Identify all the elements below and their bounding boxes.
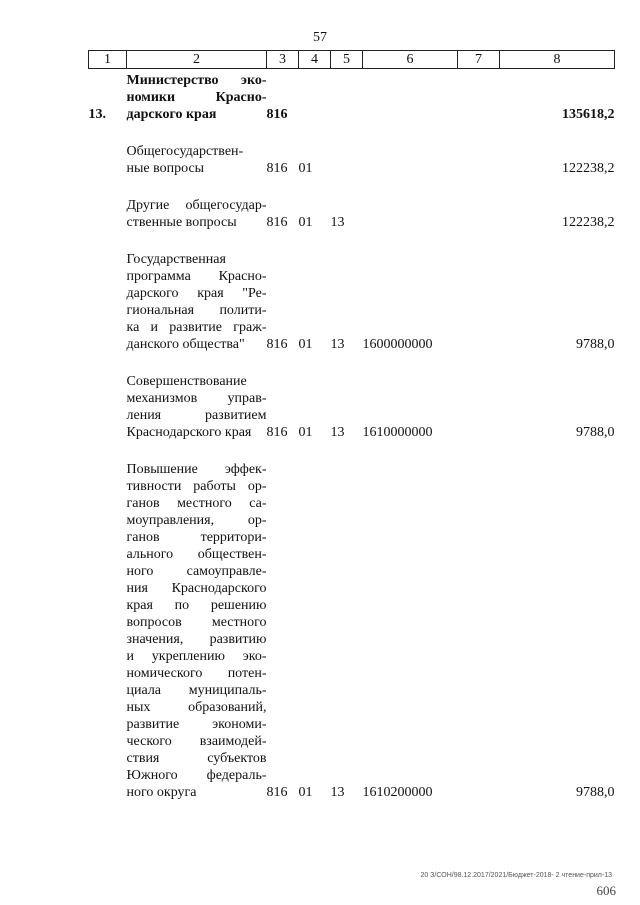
amount: 9788,0 [576,425,615,440]
expense-type-code [458,197,500,231]
subsection-code: 13 [330,215,345,230]
subsection-code [331,69,363,124]
target-article-code [363,143,458,177]
ministry-code: 816 [266,785,288,800]
subsection-code [331,143,363,177]
row-name: Повышение эффек- тивности работы ор- ганов местного са- моуправления, ор- ганов территори- ального обществен- ного самоуправле- ния Краснодарского края по решению вопросов местного значения, развитию и укреплению эко- номического потен- циала муниципаль- ных образований, развитие экономи- ческого взаимодей- ствия субъектов Южного федераль- ного округа [126,462,267,800]
amount: 9788,0 [576,785,615,800]
column-header-2: 2 [127,51,267,69]
row-name: Министерство эко- номики Красно- дарского края [126,73,267,122]
document-footer-code: 20 З/СОН/98.12.2017/2021/Бюджет-2018- 2 чтение-прил-13 [420,872,612,879]
row-number [89,251,127,353]
row-name: Другие общегосудар- ственные вопросы [126,198,267,230]
target-article-code [363,197,458,231]
table-row [89,251,615,353]
amount: 122238,2 [562,215,615,230]
column-header-5: 5 [331,51,363,69]
section-code: 01 [298,785,313,800]
amount: 122238,2 [562,161,615,176]
column-header-4: 4 [299,51,331,69]
section-code: 01 [298,215,313,230]
target-article-code: 1600000000 [362,337,433,352]
target-article-code: 1610200000 [362,785,433,800]
row-number [89,143,127,177]
ministry-code: 816 [266,161,288,176]
table-row [89,143,615,177]
amount: 9788,0 [576,337,615,352]
subsection-code: 13 [330,425,345,440]
column-header-7: 7 [458,51,500,69]
expense-type-code [458,461,500,801]
table-row [89,461,615,801]
ministry-code: 816 [266,107,288,122]
section-code: 01 [298,337,313,352]
subsection-code: 13 [330,337,345,352]
column-number-header-row [89,51,615,69]
ministry-code: 816 [266,425,288,440]
row-number [89,373,127,441]
ministry-code: 816 [266,337,288,352]
page-number: 57 [313,30,327,45]
expense-type-code [458,251,500,353]
target-article-code: 1610000000 [362,425,433,440]
amount: 135618,2 [562,107,615,122]
row-name: Совершенствование механизмов управ- ления развитием Краснодарского края [126,374,267,440]
column-header-6: 6 [363,51,458,69]
expense-type-code [458,69,500,124]
target-article-code [363,69,458,124]
column-header-8: 8 [500,51,615,69]
subsection-code: 13 [330,785,345,800]
table-row [89,373,615,441]
section-code: 01 [298,161,313,176]
ministry-code: 816 [266,215,288,230]
row-name: Общегосударствен- ные вопросы [126,144,244,176]
row-number [89,461,127,801]
sheet-stamp-number: 606 [596,883,616,898]
budget-table [88,50,615,801]
column-header-1: 1 [89,51,127,69]
expense-type-code [458,373,500,441]
row-number: 13. [88,107,106,122]
section-code [299,69,331,124]
section-code: 01 [298,425,313,440]
column-header-3: 3 [267,51,299,69]
table-row [89,69,615,124]
row-name: Государственная программа Красно- дарского края "Ре- гиональная полити- ка и развитие граж- данского общества" [126,252,267,352]
expense-type-code [458,143,500,177]
row-number [89,197,127,231]
table-row [89,197,615,231]
